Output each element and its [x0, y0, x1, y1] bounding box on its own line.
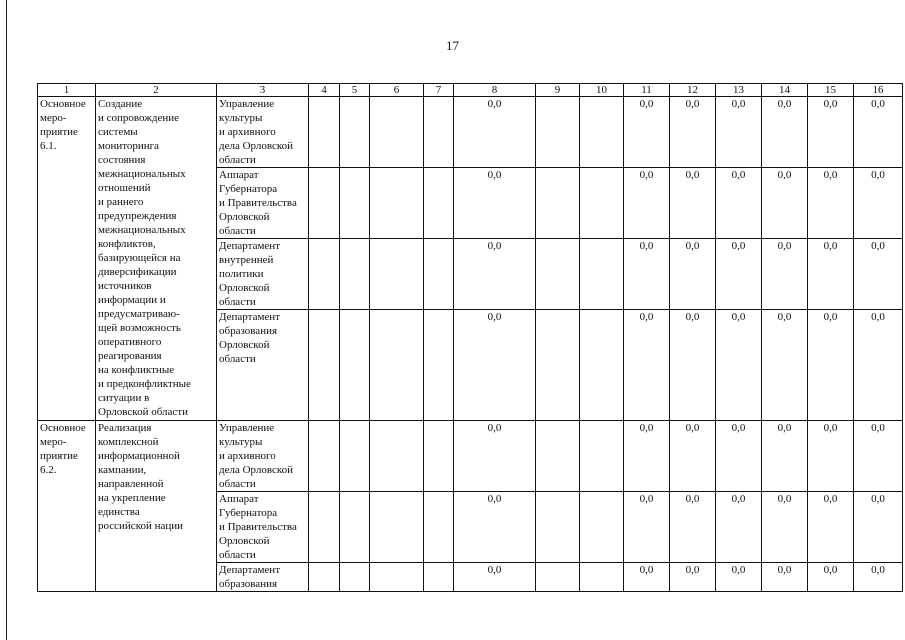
empty-cell	[309, 168, 340, 239]
program-measures-table	[37, 83, 903, 592]
value-cell: 0,0	[762, 310, 808, 421]
value-cell: 0,0	[808, 97, 854, 168]
value-cell: 0,0	[762, 97, 808, 168]
executor-cell: Управление культуры и архивного дела Орловской области	[217, 97, 309, 168]
value-cell: 0,0	[808, 310, 854, 421]
empty-cell	[340, 492, 370, 563]
value-cell: 0,0	[624, 421, 670, 492]
value-cell: 0,0	[454, 492, 536, 563]
value-cell: 0,0	[624, 563, 670, 592]
col-header: 11	[624, 84, 670, 97]
value-cell: 0,0	[762, 421, 808, 492]
value-cell: 0,0	[670, 239, 716, 310]
empty-cell	[580, 310, 624, 421]
empty-cell	[340, 563, 370, 592]
empty-cell	[309, 492, 340, 563]
value-cell: 0,0	[716, 97, 762, 168]
executor-cell: Департамент образования Орловской области	[217, 310, 309, 421]
empty-cell	[370, 563, 424, 592]
value-cell: 0,0	[624, 492, 670, 563]
empty-cell	[536, 239, 580, 310]
table-row	[38, 97, 903, 168]
executor-cell: Аппарат Губернатора и Правительства Орловской области	[217, 492, 309, 563]
value-cell: 0,0	[716, 310, 762, 421]
empty-cell	[340, 239, 370, 310]
empty-cell	[340, 421, 370, 492]
empty-cell	[424, 168, 454, 239]
executor-cell: Департамент образования	[217, 563, 309, 592]
empty-cell	[424, 310, 454, 421]
col-header: 1	[38, 84, 96, 97]
value-cell: 0,0	[670, 97, 716, 168]
value-cell: 0,0	[670, 168, 716, 239]
empty-cell	[309, 563, 340, 592]
value-cell: 0,0	[808, 492, 854, 563]
empty-cell	[370, 168, 424, 239]
value-cell: 0,0	[454, 239, 536, 310]
empty-cell	[580, 563, 624, 592]
value-cell: 0,0	[624, 168, 670, 239]
value-cell: 0,0	[716, 239, 762, 310]
empty-cell	[580, 492, 624, 563]
value-cell: 0,0	[808, 563, 854, 592]
col-header: 7	[424, 84, 454, 97]
col-header: 6	[370, 84, 424, 97]
value-cell: 0,0	[670, 310, 716, 421]
value-cell: 0,0	[808, 421, 854, 492]
empty-cell	[424, 563, 454, 592]
column-number-row	[38, 84, 903, 97]
col-header: 16	[854, 84, 903, 97]
executor-cell: Управление культуры и архивного дела Орловской области	[217, 421, 309, 492]
empty-cell	[580, 239, 624, 310]
empty-cell	[580, 168, 624, 239]
empty-cell	[536, 421, 580, 492]
empty-cell	[370, 492, 424, 563]
value-cell: 0,0	[762, 563, 808, 592]
empty-cell	[309, 97, 340, 168]
measure-cell: Основное меро- приятие 6.1.	[38, 97, 96, 421]
value-cell: 0,0	[454, 97, 536, 168]
col-header: 8	[454, 84, 536, 97]
page-number: 17	[446, 38, 459, 53]
col-header: 5	[340, 84, 370, 97]
value-cell: 0,0	[808, 168, 854, 239]
empty-cell	[580, 421, 624, 492]
description-cell: Создание и сопровождение системы мониторинга состояния межнациональных отношений и раннего предупреждения межнациональных конфликтов, базирующейся на диверсификации источников информации и предусматриваю- щей возможность оперативного реагирования на конфликтные и предконфликтные ситуации в Орловской области	[96, 97, 217, 421]
empty-cell	[424, 239, 454, 310]
value-cell: 0,0	[762, 492, 808, 563]
value-cell: 0,0	[670, 492, 716, 563]
value-cell: 0,0	[854, 168, 903, 239]
empty-cell	[340, 168, 370, 239]
empty-cell	[309, 421, 340, 492]
empty-cell	[370, 97, 424, 168]
value-cell: 0,0	[808, 239, 854, 310]
value-cell: 0,0	[854, 492, 903, 563]
empty-cell	[370, 421, 424, 492]
col-header: 13	[716, 84, 762, 97]
executor-cell: Департамент внутренней политики Орловской области	[217, 239, 309, 310]
value-cell: 0,0	[716, 492, 762, 563]
value-cell: 0,0	[454, 563, 536, 592]
value-cell: 0,0	[716, 563, 762, 592]
col-header: 4	[309, 84, 340, 97]
value-cell: 0,0	[454, 168, 536, 239]
empty-cell	[340, 97, 370, 168]
col-header: 14	[762, 84, 808, 97]
value-cell: 0,0	[454, 310, 536, 421]
value-cell: 0,0	[854, 97, 903, 168]
empty-cell	[536, 310, 580, 421]
description-cell: Реализация комплексной информационной кампании, направленной на укрепление единства российской нации	[96, 421, 217, 592]
value-cell: 0,0	[670, 563, 716, 592]
value-cell: 0,0	[624, 97, 670, 168]
value-cell: 0,0	[624, 239, 670, 310]
value-cell: 0,0	[854, 563, 903, 592]
value-cell: 0,0	[454, 421, 536, 492]
table-row	[38, 421, 903, 492]
value-cell: 0,0	[854, 310, 903, 421]
col-header: 15	[808, 84, 854, 97]
empty-cell	[424, 421, 454, 492]
empty-cell	[536, 563, 580, 592]
empty-cell	[536, 168, 580, 239]
col-header: 12	[670, 84, 716, 97]
value-cell: 0,0	[716, 421, 762, 492]
empty-cell	[309, 239, 340, 310]
empty-cell	[370, 310, 424, 421]
executor-cell: Аппарат Губернатора и Правительства Орловской области	[217, 168, 309, 239]
value-cell: 0,0	[854, 421, 903, 492]
value-cell: 0,0	[670, 421, 716, 492]
empty-cell	[309, 310, 340, 421]
value-cell: 0,0	[624, 310, 670, 421]
empty-cell	[536, 492, 580, 563]
empty-cell	[424, 97, 454, 168]
col-header: 9	[536, 84, 580, 97]
empty-cell	[424, 492, 454, 563]
empty-cell	[580, 97, 624, 168]
left-margin-rule	[6, 0, 7, 640]
empty-cell	[340, 310, 370, 421]
value-cell: 0,0	[716, 168, 762, 239]
col-header: 2	[96, 84, 217, 97]
col-header: 3	[217, 84, 309, 97]
col-header: 10	[580, 84, 624, 97]
value-cell: 0,0	[762, 239, 808, 310]
empty-cell	[536, 97, 580, 168]
value-cell: 0,0	[762, 168, 808, 239]
value-cell: 0,0	[854, 239, 903, 310]
empty-cell	[370, 239, 424, 310]
measure-cell: Основное меро- приятие 6.2.	[38, 421, 96, 592]
